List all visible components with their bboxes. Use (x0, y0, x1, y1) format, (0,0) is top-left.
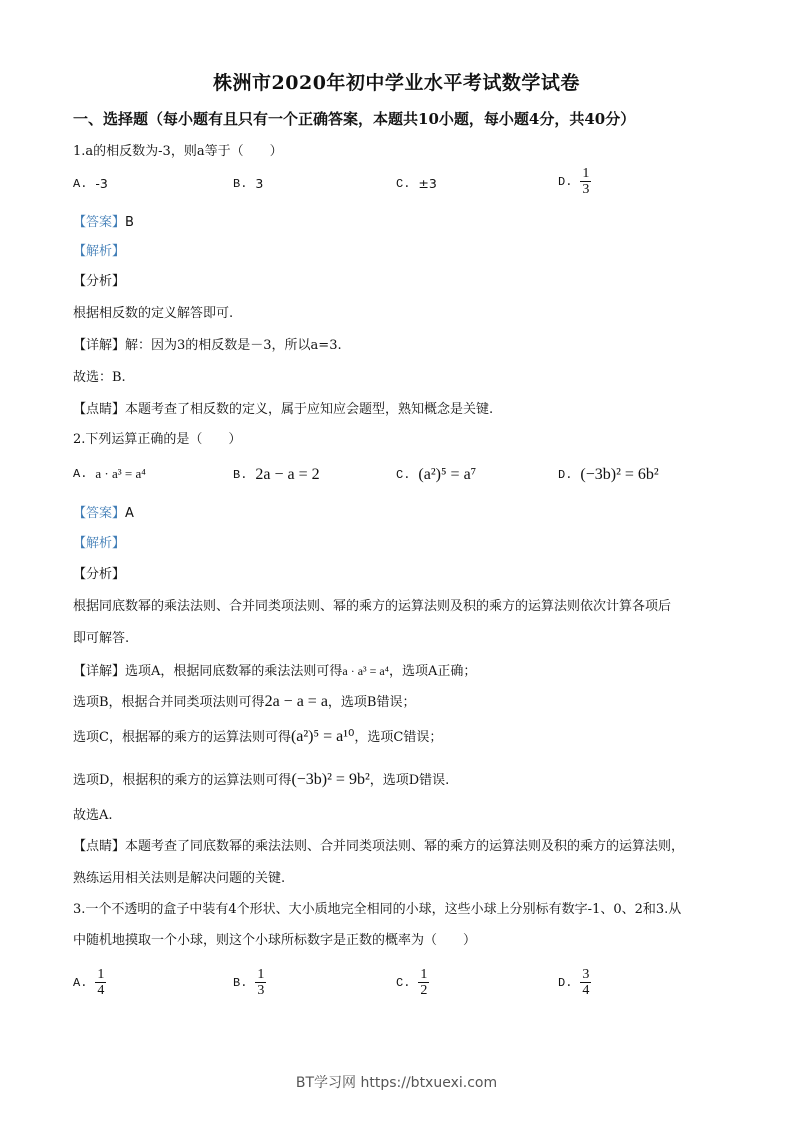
q1-conclusion: 故选：B. (73, 370, 126, 385)
q1-option-b: B. 3 (233, 176, 264, 191)
q1-answer: 【答案】B (73, 215, 134, 230)
q2-detail-c: 选项C，根据幂的乘方的运算法则可得(a²)⁵ = a¹⁰，选项C错误； (73, 728, 443, 745)
footer-watermark: BT学习网 https://btxuexi.com (295, 1075, 498, 1091)
q1-option-a: A. -3 (73, 176, 108, 191)
q2-jiexi-tag: 【解析】 (73, 536, 126, 551)
fraction: $\frac{1}{3}$ (257, 967, 265, 998)
fraction: $\frac{3}{4}$ (582, 967, 590, 998)
question-1-stem: 1.a的相反数为-3，则a等于（ ） (73, 144, 283, 159)
q2-option-d: D. (−3b)² = 6b² (558, 466, 659, 483)
q2-fenxi-text-2: 即可解答. (73, 631, 130, 646)
q3-option-b: B. $\frac{1}{3}$ (233, 967, 265, 998)
q1-fenxi-text: 根据相反数的定义解答即可. (73, 306, 234, 321)
q2-detail-d: 选项D，根据积的乘方的运算法则可得(−3b)² = 9b²，选项D错误. (73, 771, 450, 788)
section-heading: 一、选择题（每小题有且只有一个正确答案，本题共10小题，每小题4分，共40分） (73, 110, 636, 128)
q1-option-c: C. ±3 (396, 176, 437, 191)
fraction: $\frac{1}{2}$ (420, 967, 428, 998)
question-3-stem-1: 3.一个不透明的盒子中装有4个形状、大小质地完全相同的小球，这些小球上分别标有数字-1、0、2和3.从 (73, 902, 682, 917)
fraction: $\frac{1}{4}$ (97, 967, 105, 998)
q2-fenxi-text-1: 根据同底数幂的乘法法则、合并同类项法则、幂的乘方的运算法则及积的乘方的运算法则依次计算各项后 (73, 599, 672, 614)
q2-option-c: C. (a²)⁵ = a⁷ (396, 466, 477, 483)
q1-option-d: D. $\frac{1}{3}$ (558, 166, 590, 197)
q2-detail-b: 选项B，根据合并同类项法则可得2a − a = a，选项B错误； (73, 693, 416, 710)
q3-option-a: A. $\frac{1}{4}$ (73, 967, 105, 998)
q2-conclusion: 故选A. (73, 808, 113, 823)
q2-fenxi-tag: 【分析】 (73, 567, 126, 582)
fraction: $\frac{1}{3}$ (582, 166, 590, 197)
q2-answer: 【答案】A (73, 506, 134, 521)
q1-jiexi-tag: 【解析】 (73, 244, 126, 259)
q2-option-a: A. a · a³ = a⁴ (73, 466, 146, 481)
question-3-stem-2: 中随机地摸取一个小球，则这个小球所标数字是正数的概率为（ ） (73, 933, 477, 948)
q3-option-c: C. $\frac{1}{2}$ (396, 967, 428, 998)
q1-dianjing: 【点睛】本题考查了相反数的定义，属于应知应会题型，熟知概念是关键. (73, 402, 494, 417)
q1-fenxi-tag: 【分析】 (73, 274, 126, 289)
q2-dianjing-1: 【点睛】本题考查了同底数幂的乘法法则、合并同类项法则、幂的乘方的运算法则及积的乘方的运算法则， (73, 839, 685, 854)
q2-detail-a: 【详解】选项A，根据同底数幂的乘法法则可得a · a³ = a⁴，选项A正确； (73, 664, 477, 679)
q2-dianjing-2: 熟练运用相关法则是解决问题的关键. (73, 871, 286, 886)
q2-option-b: B. 2a − a = 2 (233, 466, 320, 483)
q1-detail: 【详解】解：因为3的相反数是－3，所以a=3. (73, 338, 342, 353)
q3-option-d: D. $\frac{3}{4}$ (558, 967, 590, 998)
question-2-stem: 2.下列运算正确的是（ ） (73, 432, 242, 447)
page-title: 株洲市2020年初中学业水平考试数学试卷 (213, 72, 580, 94)
